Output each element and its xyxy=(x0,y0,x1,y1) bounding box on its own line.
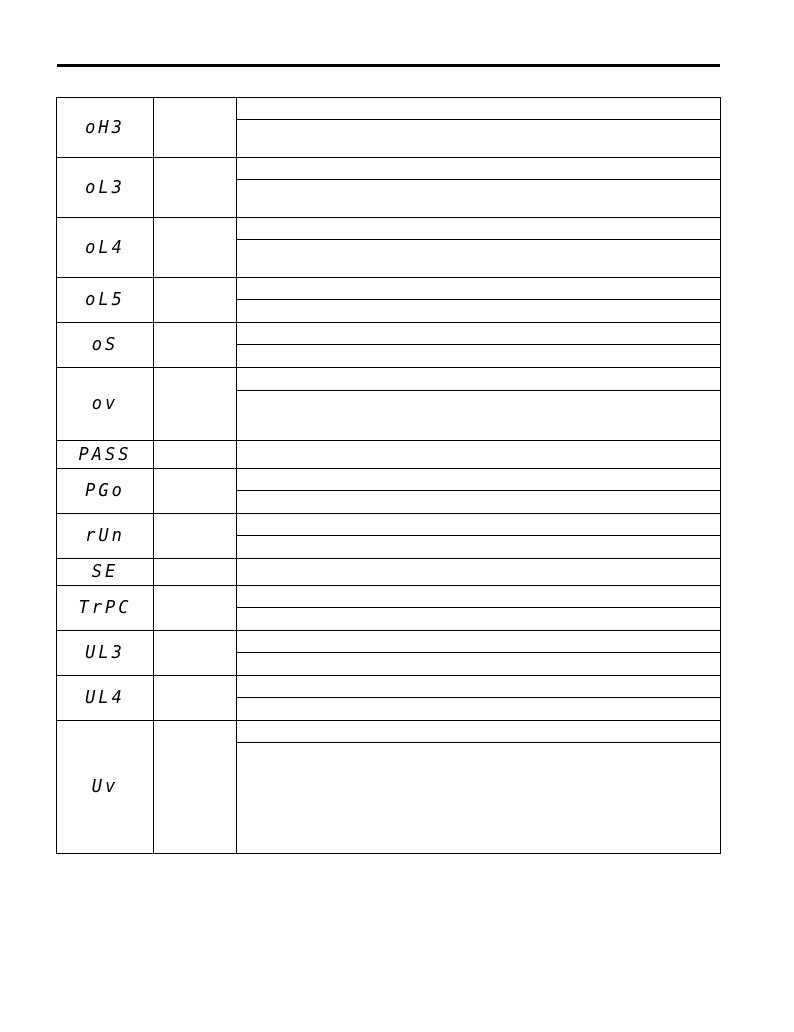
cause-cell xyxy=(237,98,721,120)
fault-name-cell xyxy=(154,218,237,278)
cause-cell xyxy=(237,721,721,743)
cause-cell xyxy=(237,323,721,345)
fault-name-cell xyxy=(154,676,237,721)
fault-name-cell xyxy=(154,98,237,158)
table-row xyxy=(57,323,721,345)
fault-code-cell xyxy=(57,559,154,586)
table-row xyxy=(57,514,721,536)
fault-code-cell xyxy=(57,469,154,514)
fault-code-display: SE xyxy=(91,561,119,583)
fault-name-cell xyxy=(154,559,237,586)
fault-name-cell xyxy=(154,469,237,514)
corrective-action-cell xyxy=(237,536,721,559)
cause-cell xyxy=(237,441,721,469)
fault-name-cell xyxy=(154,323,237,368)
fault-code-cell xyxy=(57,721,154,854)
fault-code-display: TrPC xyxy=(78,597,132,619)
fault-code-display: UL3 xyxy=(85,642,125,664)
corrective-action-cell xyxy=(237,491,721,514)
table-row xyxy=(57,441,721,469)
cause-cell xyxy=(237,469,721,491)
corrective-action-cell xyxy=(237,345,721,368)
fault-code-cell xyxy=(57,631,154,676)
cause-cell xyxy=(237,586,721,608)
fault-code-display: oL5 xyxy=(85,289,125,311)
cause-cell xyxy=(237,218,721,240)
cause-cell xyxy=(237,368,721,391)
fault-name-cell xyxy=(154,441,237,469)
corrective-action-cell xyxy=(237,608,721,631)
fault-code-cell xyxy=(57,676,154,721)
table-row xyxy=(57,559,721,586)
fault-code-cell xyxy=(57,323,154,368)
fault-code-cell xyxy=(57,441,154,469)
cause-cell xyxy=(237,158,721,180)
corrective-action-cell xyxy=(237,120,721,158)
corrective-action-cell xyxy=(237,240,721,278)
table-row xyxy=(57,98,721,120)
cause-cell xyxy=(237,676,721,698)
fault-name-cell xyxy=(154,586,237,631)
fault-code-display: PGo xyxy=(85,480,125,502)
cause-cell xyxy=(237,631,721,653)
fault-name-cell xyxy=(154,631,237,676)
fault-code-display: oH3 xyxy=(85,117,125,138)
table-row xyxy=(57,158,721,180)
corrective-action-cell xyxy=(237,391,721,441)
fault-code-display: rUn xyxy=(85,525,125,547)
fault-code-display: Uv xyxy=(91,776,119,798)
fault-code-cell xyxy=(57,586,154,631)
cause-cell xyxy=(237,278,721,300)
table-row xyxy=(57,676,721,698)
fault-code-display: ov xyxy=(91,393,119,415)
table-row xyxy=(57,368,721,391)
fault-code-cell xyxy=(57,158,154,218)
fault-name-cell xyxy=(154,721,237,854)
table-row xyxy=(57,586,721,608)
fault-name-cell xyxy=(154,368,237,441)
fault-code-cell xyxy=(57,514,154,559)
fault-code-display: oS xyxy=(91,334,119,356)
corrective-action-cell xyxy=(237,743,721,854)
fault-code-display: UL4 xyxy=(85,687,125,709)
fault-code-cell xyxy=(57,278,154,323)
table-row xyxy=(57,469,721,491)
fault-code-cell xyxy=(57,368,154,441)
fault-name-cell xyxy=(154,278,237,323)
table-row xyxy=(57,218,721,240)
fault-code-cell xyxy=(57,218,154,278)
fault-code-display: PASS xyxy=(78,444,132,465)
cause-cell xyxy=(237,514,721,536)
fault-table-body xyxy=(57,98,721,854)
corrective-action-cell xyxy=(237,653,721,676)
corrective-action-cell xyxy=(237,698,721,721)
fault-code-cell xyxy=(57,98,154,158)
fault-name-cell xyxy=(154,158,237,218)
fault-table xyxy=(56,97,721,854)
cause-cell xyxy=(237,559,721,586)
table-row xyxy=(57,721,721,743)
corrective-action-cell xyxy=(237,180,721,218)
header-rule xyxy=(57,64,720,67)
table-row xyxy=(57,278,721,300)
fault-code-display: oL4 xyxy=(85,237,125,258)
fault-name-cell xyxy=(154,514,237,559)
corrective-action-cell xyxy=(237,300,721,323)
fault-code-display: oL3 xyxy=(85,177,125,198)
table-row xyxy=(57,631,721,653)
